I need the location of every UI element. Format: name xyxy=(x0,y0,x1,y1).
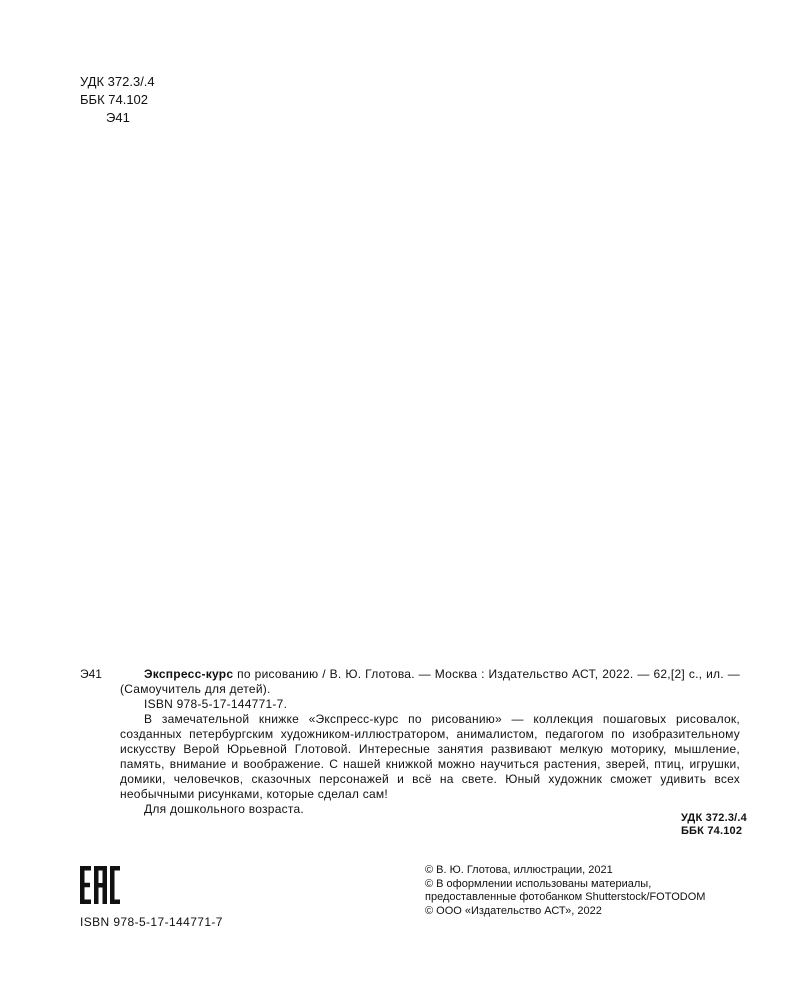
bottom-classification-codes xyxy=(681,812,747,838)
record-title-line xyxy=(120,667,740,697)
udk-code: УДК 372.3/.4 xyxy=(80,74,155,89)
imprint-text: по рисованию / В. Ю. Глотова. — Москва : Издательство АСТ, 2022. — 62,[2] с., ил. — (Самоучитель для детей). xyxy=(120,667,740,696)
copyright-line: © В. Ю. Глотова, иллюстрации, 2021 xyxy=(425,864,613,876)
book-title: Экспресс-курс xyxy=(144,667,234,681)
annotation-text: В замечательной книжке «Экспресс-курс по рисованию» — коллекция пошаговых рисовалок, созданных петербургским художником-иллюстратором, анималистом, педагогом по изобразительному искусству Верой Юрьевной Глотовой. Интересные занятия развивают мелкую моторику, мышление, память, внимание и воображение. С нашей книжкой можно научиться растения, зверей, птиц, игрушки, домики, человечков, сказочных персонажей и всё на свете. Юный художник сможет удивить всех необычными рисунками, которые сделал сам! xyxy=(120,712,740,801)
copyright-line: © ООО «Издательство АСТ», 2022 xyxy=(425,904,602,917)
top-classification-codes xyxy=(80,73,155,127)
author-mark: Э41 xyxy=(106,110,130,125)
copyright-line: предоставленные фотобанком Shutterstock/FOTODOM xyxy=(425,891,706,903)
record-author-mark: Э41 xyxy=(80,667,102,681)
age-rating-text: Для дошкольного возраста. xyxy=(144,802,304,816)
bibliographic-record xyxy=(120,667,740,817)
udk-code-bottom: УДК 372.3/.4 xyxy=(680,812,747,824)
bbk-code-bottom: ББК 74.102 xyxy=(680,825,743,837)
eac-conformity-logo xyxy=(80,866,120,904)
copyright-line: © В оформлении использованы материалы, xyxy=(425,877,652,890)
isbn-footer: ISBN 978-5-17-144771-7 xyxy=(80,915,223,929)
record-isbn: ISBN 978-5-17-144771-7. xyxy=(144,697,288,711)
copyright-block xyxy=(425,864,705,918)
bbk-code: ББК 74.102 xyxy=(80,92,149,107)
